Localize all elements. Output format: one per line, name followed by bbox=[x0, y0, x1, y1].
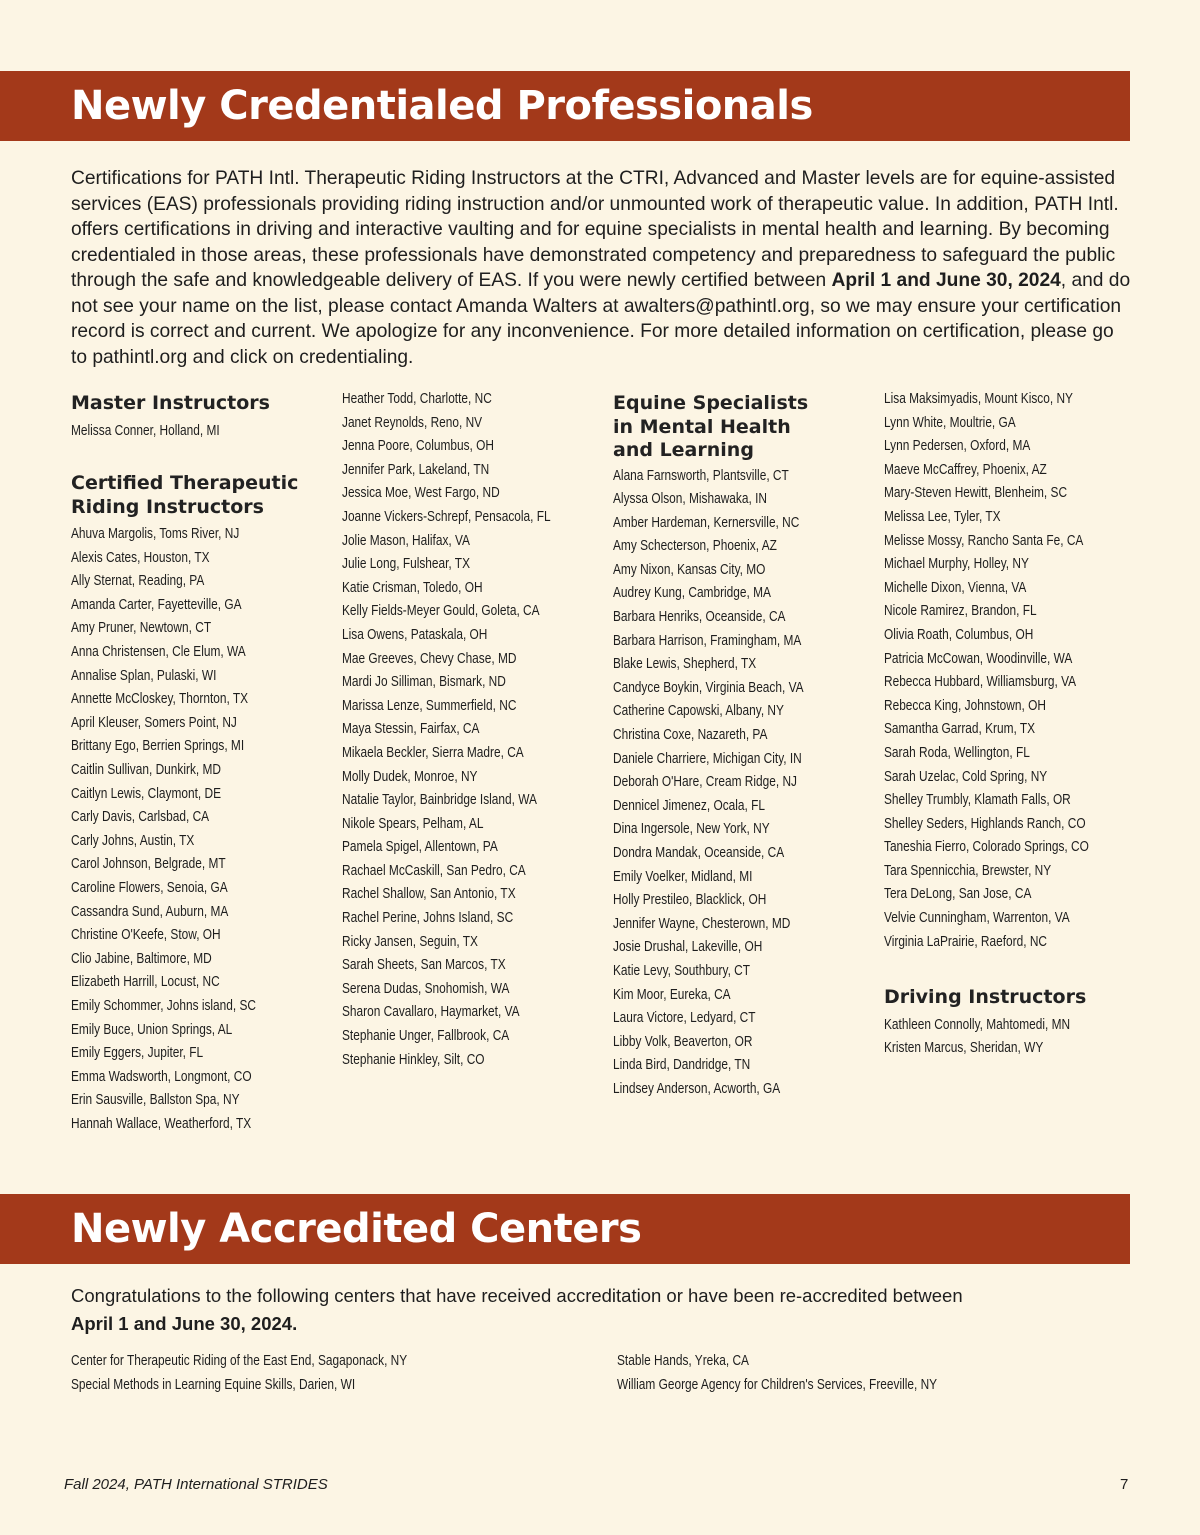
list-item: Audrey Kung, Cambridge, MA bbox=[613, 585, 771, 602]
list-item: Kathleen Connolly, Mahtomedi, MN bbox=[884, 1016, 1071, 1033]
list-item: Amber Hardeman, Kernersville, NC bbox=[613, 514, 800, 531]
list-item: Carol Johnson, Belgrade, MT bbox=[71, 856, 226, 873]
list-ctri bbox=[71, 523, 301, 1136]
heading-master-instructors: Master Instructors bbox=[71, 392, 270, 414]
list-item: Ricky Jansen, Seguin, TX bbox=[342, 933, 478, 950]
column-1 bbox=[71, 390, 301, 1137]
intro-paragraph-accredited bbox=[71, 1282, 1131, 1338]
intro-paragraph-credentialed bbox=[71, 166, 1131, 370]
list-master-instructors bbox=[71, 420, 301, 444]
heading-esmhl: Equine Specialists in Mental Health and Learning bbox=[613, 392, 809, 461]
list-item: Michael Murphy, Holley, NY bbox=[884, 556, 1029, 573]
list-item: Special Methods in Learning Equine Skills, Darien, WI bbox=[71, 1376, 356, 1393]
list-item: Stable Hands, Yreka, CA bbox=[617, 1353, 749, 1369]
list-item: Stephanie Hinkley, Silt, CO bbox=[342, 1051, 485, 1068]
list-item: Katie Crisman, Toledo, OH bbox=[342, 579, 483, 596]
list-item: Center for Therapeutic Riding of the East End, Sagaponack, NY bbox=[71, 1353, 408, 1369]
list-item: Lynn Pedersen, Oxford, MA bbox=[884, 438, 1031, 455]
list-ctri-continued bbox=[342, 388, 596, 1072]
list-item: Mardi Jo Silliman, Bismark, ND bbox=[342, 674, 506, 691]
list-item: Tara Spennicchia, Brewster, NY bbox=[884, 862, 1052, 879]
centers-column-left bbox=[71, 1350, 481, 1397]
list-item: Rachel Perine, Johns Island, SC bbox=[342, 910, 514, 927]
list-item: Christina Coxe, Nazareth, PA bbox=[613, 727, 768, 744]
list-item: Lynn White, Moultrie, GA bbox=[884, 414, 1016, 431]
list-item: Emily Eggers, Jupiter, FL bbox=[71, 1045, 204, 1062]
section-title-credentialed: Newly Credentialed Professionals bbox=[71, 83, 813, 129]
list-item: Barbara Harrison, Framingham, MA bbox=[613, 632, 802, 649]
list-item: Emily Voelker, Midland, MI bbox=[613, 868, 753, 885]
footer-page-number: 7 bbox=[1120, 1476, 1129, 1493]
list-item: April Kleuser, Somers Point, NJ bbox=[71, 714, 237, 731]
list-item: Stephanie Unger, Fallbrook, CA bbox=[342, 1028, 510, 1045]
list-item: Erin Sausville, Ballston Spa, NY bbox=[71, 1092, 240, 1109]
list-item: Patricia McCowan, Woodinville, WA bbox=[884, 650, 1073, 667]
list-item: Melisse Mossy, Rancho Santa Fe, CA bbox=[884, 532, 1084, 549]
list-item: Ally Sternat, Reading, PA bbox=[71, 573, 205, 590]
list-item: Julie Long, Fulshear, TX bbox=[342, 556, 471, 573]
list-item: Shelley Seders, Highlands Ranch, CO bbox=[884, 815, 1086, 832]
list-item: Tera DeLong, San Jose, CA bbox=[884, 886, 1032, 903]
list-item: Rebecca King, Johnstown, OH bbox=[884, 697, 1046, 714]
list-item: Mikaela Beckler, Sierra Madre, CA bbox=[342, 744, 524, 761]
list-item: Candyce Boykin, Virginia Beach, VA bbox=[613, 679, 804, 696]
list-item: Annette McCloskey, Thornton, TX bbox=[71, 691, 249, 708]
list-item: Amy Nixon, Kansas City, MO bbox=[613, 561, 766, 578]
list-item: William George Agency for Children's Services, Freeville, NY bbox=[617, 1376, 938, 1393]
list-item: Heather Todd, Charlotte, NC bbox=[342, 391, 492, 407]
list-item: Kim Moor, Eureka, CA bbox=[613, 986, 731, 1003]
list-item: Deborah O'Hare, Cream Ridge, NJ bbox=[613, 774, 798, 791]
list-item: Melissa Lee, Tyler, TX bbox=[884, 508, 1001, 525]
list-item: Blake Lewis, Shepherd, TX bbox=[613, 656, 757, 673]
list-item: Alexis Cates, Houston, TX bbox=[71, 549, 210, 566]
list-item: Carly Davis, Carlsbad, CA bbox=[71, 809, 210, 826]
list-item: Rebecca Hubbard, Williamsburg, VA bbox=[884, 674, 1077, 691]
list-item: Kristen Marcus, Sheridan, WY bbox=[884, 1040, 1044, 1057]
section-banner-accredited bbox=[0, 1194, 1130, 1264]
list-item: Caitlyn Lewis, Claymont, DE bbox=[71, 785, 221, 802]
list-centers-right bbox=[617, 1350, 1007, 1397]
list-item: Libby Volk, Beaverton, OR bbox=[613, 1033, 753, 1050]
list-item: Sarah Sheets, San Marcos, TX bbox=[342, 957, 506, 974]
list-item: Alana Farnsworth, Plantsville, CT bbox=[613, 467, 789, 484]
list-item: Maeve McCaffrey, Phoenix, AZ bbox=[884, 461, 1047, 478]
list-item: Lindsey Anderson, Acworth, GA bbox=[613, 1080, 781, 1097]
list-item: Olivia Roath, Columbus, OH bbox=[884, 626, 1034, 643]
intro2-text: Congratulations to the following centers that have received accreditation or have been re-accredited between bbox=[71, 1285, 963, 1306]
list-item: Barbara Henriks, Oceanside, CA bbox=[613, 609, 786, 626]
section-banner-credentialed bbox=[0, 71, 1130, 141]
centers-column-right bbox=[617, 1350, 1007, 1397]
intro2-date-bold: April 1 and June 30, 2024. bbox=[71, 1313, 298, 1334]
list-item: Lisa Maksimyadis, Mount Kisco, NY bbox=[884, 391, 1073, 407]
list-item: Alyssa Olson, Mishawaka, IN bbox=[613, 491, 767, 508]
list-item: Rachel Shallow, San Antonio, TX bbox=[342, 886, 516, 903]
list-item: Sarah Uzelac, Cold Spring, NY bbox=[884, 768, 1048, 785]
list-item: Linda Bird, Dandridge, TN bbox=[613, 1057, 751, 1074]
list-item: Josie Drushal, Lakeville, OH bbox=[613, 939, 763, 956]
list-driving-instructors bbox=[884, 1014, 1134, 1061]
list-item: Amanda Carter, Fayetteville, GA bbox=[71, 596, 242, 613]
list-item: Katie Levy, Southbury, CT bbox=[613, 962, 751, 979]
list-item: Caroline Flowers, Senoia, GA bbox=[71, 880, 228, 896]
list-item: Jolie Mason, Halifax, VA bbox=[342, 532, 470, 549]
list-item: Joanne Vickers-Schrepf, Pensacola, FL bbox=[342, 508, 551, 525]
list-item: Dondra Mandak, Oceanside, CA bbox=[613, 845, 785, 861]
list-item: Hannah Wallace, Weatherford, TX bbox=[71, 1115, 252, 1132]
list-item: Clio Jabine, Baltimore, MD bbox=[71, 950, 212, 967]
list-item: Nicole Ramirez, Brandon, FL bbox=[884, 603, 1037, 620]
list-item: Natalie Taylor, Bainbridge Island, WA bbox=[342, 792, 537, 809]
list-item: Sarah Roda, Wellington, FL bbox=[884, 744, 1030, 761]
list-item: Caitlin Sullivan, Dunkirk, MD bbox=[71, 762, 221, 779]
list-centers-left bbox=[71, 1350, 481, 1397]
list-item: Amy Schecterson, Phoenix, AZ bbox=[613, 538, 777, 555]
list-item: Maya Stessin, Fairfax, CA bbox=[342, 721, 480, 738]
list-item: Elizabeth Harrill, Locust, NC bbox=[71, 974, 220, 991]
list-item: Ahuva Margolis, Toms River, NJ bbox=[71, 526, 240, 543]
footer-publication: Fall 2024, PATH International STRIDES bbox=[64, 1476, 328, 1493]
column-2 bbox=[342, 390, 596, 1072]
list-item: Holly Prestileo, Blacklick, OH bbox=[613, 892, 767, 909]
list-item: Emily Schommer, Johns island, SC bbox=[71, 997, 257, 1014]
list-item: Samantha Garrad, Krum, TX bbox=[884, 721, 1036, 738]
list-item: Catherine Capowski, Albany, NY bbox=[613, 703, 784, 720]
intro-date-bold: April 1 and June 30, 2024 bbox=[831, 270, 1061, 291]
list-item: Taneshia Fierro, Colorado Springs, CO bbox=[884, 839, 1089, 856]
list-item: Melissa Conner, Holland, MI bbox=[71, 422, 220, 439]
list-item: Laura Victore, Ledyard, CT bbox=[613, 1010, 756, 1027]
list-item: Mae Greeves, Chevy Chase, MD bbox=[342, 650, 517, 667]
list-item: Amy Pruner, Newtown, CT bbox=[71, 620, 212, 637]
heading-driving-instructors: Driving Instructors bbox=[884, 986, 1087, 1009]
list-item: Sharon Cavallaro, Haymarket, VA bbox=[342, 1004, 520, 1021]
intro-text-b: , and do not see your name on the list, please contact Amanda Walters at awalters@pathintl.org, so we may ensure your certification record is correct and current. We apologize for any inconvenience. For more detailed information on certification, please go to pathintl.org and click on credentialing. bbox=[71, 270, 1131, 368]
list-item: Dina Ingersole, New York, NY bbox=[613, 821, 770, 838]
list-item: Marissa Lenze, Summerfield, NC bbox=[342, 697, 517, 714]
list-item: Carly Johns, Austin, TX bbox=[71, 832, 195, 849]
list-esmhl-continued bbox=[884, 388, 1134, 954]
list-item: Anna Christensen, Cle Elum, WA bbox=[71, 644, 246, 661]
list-item: Emma Wadsworth, Longmont, CO bbox=[71, 1068, 252, 1085]
list-item: Nikole Spears, Pelham, AL bbox=[342, 815, 484, 832]
list-item: Jennifer Wayne, Chesterown, MD bbox=[613, 915, 791, 932]
section-title-accredited: Newly Accredited Centers bbox=[71, 1206, 642, 1252]
list-item: Molly Dudek, Monroe, NY bbox=[342, 768, 478, 785]
list-item: Shelley Trumbly, Klamath Falls, OR bbox=[884, 792, 1071, 809]
list-item: Jenna Poore, Columbus, OH bbox=[342, 438, 495, 455]
list-item: Emily Buce, Union Springs, AL bbox=[71, 1021, 233, 1038]
list-item: Janet Reynolds, Reno, NV bbox=[342, 414, 483, 431]
heading-ctri: Certified Therapeutic Riding Instructors bbox=[71, 472, 299, 518]
list-item: Jessica Moe, West Fargo, ND bbox=[342, 485, 500, 502]
list-item: Cassandra Sund, Auburn, MA bbox=[71, 903, 229, 920]
list-item: Christine O'Keefe, Stow, OH bbox=[71, 927, 221, 944]
list-item: Dennicel Jimenez, Ocala, FL bbox=[613, 797, 765, 814]
list-item: Lisa Owens, Pataskala, OH bbox=[342, 626, 488, 643]
list-item: Virginia LaPrairie, Raeford, NC bbox=[884, 933, 1048, 950]
list-item: Rachael McCaskill, San Pedro, CA bbox=[342, 862, 526, 879]
list-item: Jennifer Park, Lakeland, TN bbox=[342, 461, 490, 478]
list-esmhl bbox=[613, 465, 845, 1102]
list-item: Velvie Cunningham, Warrenton, VA bbox=[884, 910, 1070, 927]
list-item: Pamela Spigel, Allentown, PA bbox=[342, 839, 498, 856]
column-3 bbox=[613, 390, 845, 1102]
column-4 bbox=[884, 390, 1134, 1061]
list-item: Kelly Fields-Meyer Gould, Goleta, CA bbox=[342, 603, 540, 620]
list-item: Michelle Dixon, Vienna, VA bbox=[884, 579, 1027, 596]
intro-text-a: Certifications for PATH Intl. Therapeutic Riding Instructors at the CTRI, Advanced and Master levels are for equine-assisted services (EAS) professionals providing riding instruction and/or unmounted work of therapeutic value. In addition, PATH Intl. offers certifications in driving and interactive vaulting and for equine specialists in mental health and learning. By becoming credentialed in those areas, these professionals have demonstrated competency and preparedness to safeguard the public through the safe and knowledgeable delivery of EAS. If you were newly certified between bbox=[71, 168, 1119, 291]
list-item: Brittany Ego, Berrien Springs, MI bbox=[71, 738, 245, 755]
list-item: Serena Dudas, Snohomish, WA bbox=[342, 980, 510, 997]
list-item: Daniele Charriere, Michigan City, IN bbox=[613, 750, 802, 767]
list-item: Annalise Splan, Pulaski, WI bbox=[71, 667, 217, 684]
list-item: Mary-Steven Hewitt, Blenheim, SC bbox=[884, 485, 1068, 502]
